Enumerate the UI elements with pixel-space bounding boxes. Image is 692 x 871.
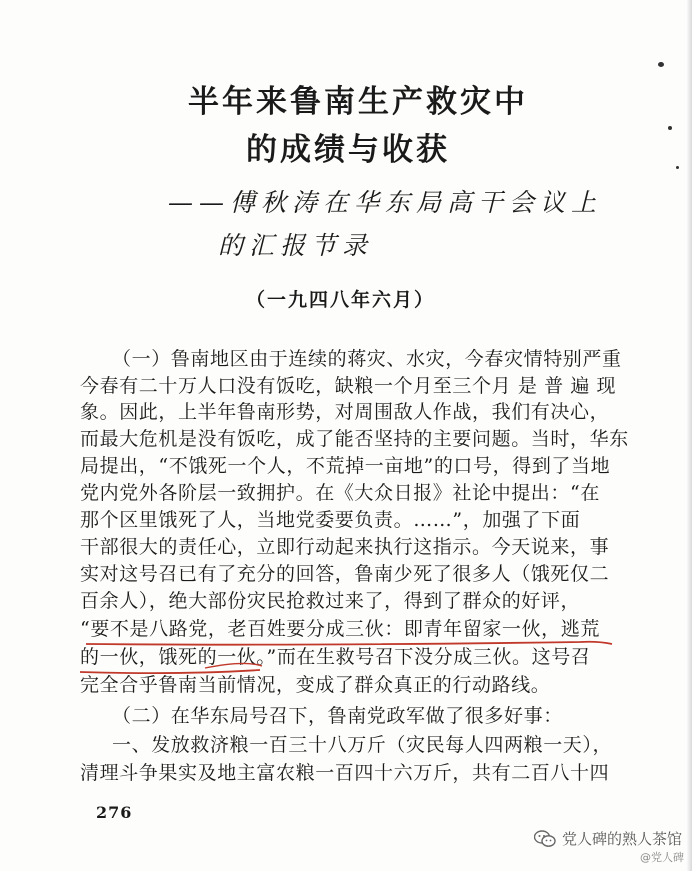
title-line-1: 半年来鲁南生产救灾中	[188, 84, 528, 120]
scan-speck	[676, 166, 679, 169]
body-line: 百余人），绝大部份灾民抢救过来了，得到了群众的好评，	[80, 590, 581, 612]
body-line: 局提出，“不饿死一个人，不荒掉一亩地”的口号，得到了当地	[80, 455, 611, 477]
body-line: 完全合乎鲁南当前情况，变成了群众真正的行动路线。	[80, 674, 551, 696]
subtitle-line-2: 的汇报节录	[218, 231, 374, 260]
wechat-icon	[534, 830, 556, 848]
body-line: （二）在华东局号召下，鲁南党政军做了很多好事：	[112, 705, 563, 727]
body-line: （一）鲁南地区由于连续的蒋灾、水灾，今春灾情特别严重	[112, 348, 622, 370]
scan-speck	[658, 62, 664, 67]
body-line: 党内党外各阶层一致拥护。在《大众日报》社论中提出：“在	[80, 482, 600, 504]
page-number: 276	[96, 803, 133, 822]
watermark	[534, 828, 682, 849]
body-line: 而最大危机是没有饭吃，成了能否坚持的主要问题。当时，华东	[80, 428, 629, 450]
watermark-sub: @党人碑	[640, 851, 684, 864]
date-line: （一九四八年六月）	[246, 289, 436, 311]
watermark-text: 党人碑的熟人茶馆	[561, 830, 682, 848]
body-line: 那个区里饿死了人，当地党委要负责。……”，加强了下面	[80, 509, 581, 531]
body-line: 象。因此，上半年鲁南形势，对周围敌人作战，我们有决心，	[80, 401, 610, 423]
body-line: 一、发放救济粮一百三十八万斤（灾民每人四两粮一天），	[112, 734, 613, 756]
body-line: 清理斗争果实及地主富农粮一百四十六万斤，共有二百八十四	[80, 762, 610, 784]
body-line: 的一伙，饿死的一伙。”而在生救号召下没分成三伙。这号召	[80, 646, 591, 668]
body-line: 实对这号召已有了充分的回答，鲁南少死了很多人（饿死仅二	[80, 563, 610, 585]
subtitle-line-1: ——傅秋涛在华东局高干会议上	[168, 188, 603, 217]
body-line: “要不是八路党，老百姓要分成三伙：即青年留家一伙，逃荒	[80, 618, 600, 640]
body-line: 干部很大的责任心，立即行动起来执行这指示。今天说来，事	[80, 536, 610, 558]
title-line-2: 的成绩与收获	[246, 132, 450, 168]
body-line: 今春有二十万人口没有饭吃，缺粮一个月至三个月 是 普 遍 现	[80, 375, 617, 397]
scan-speck	[668, 126, 672, 130]
page-edge-shadow	[686, 0, 692, 871]
